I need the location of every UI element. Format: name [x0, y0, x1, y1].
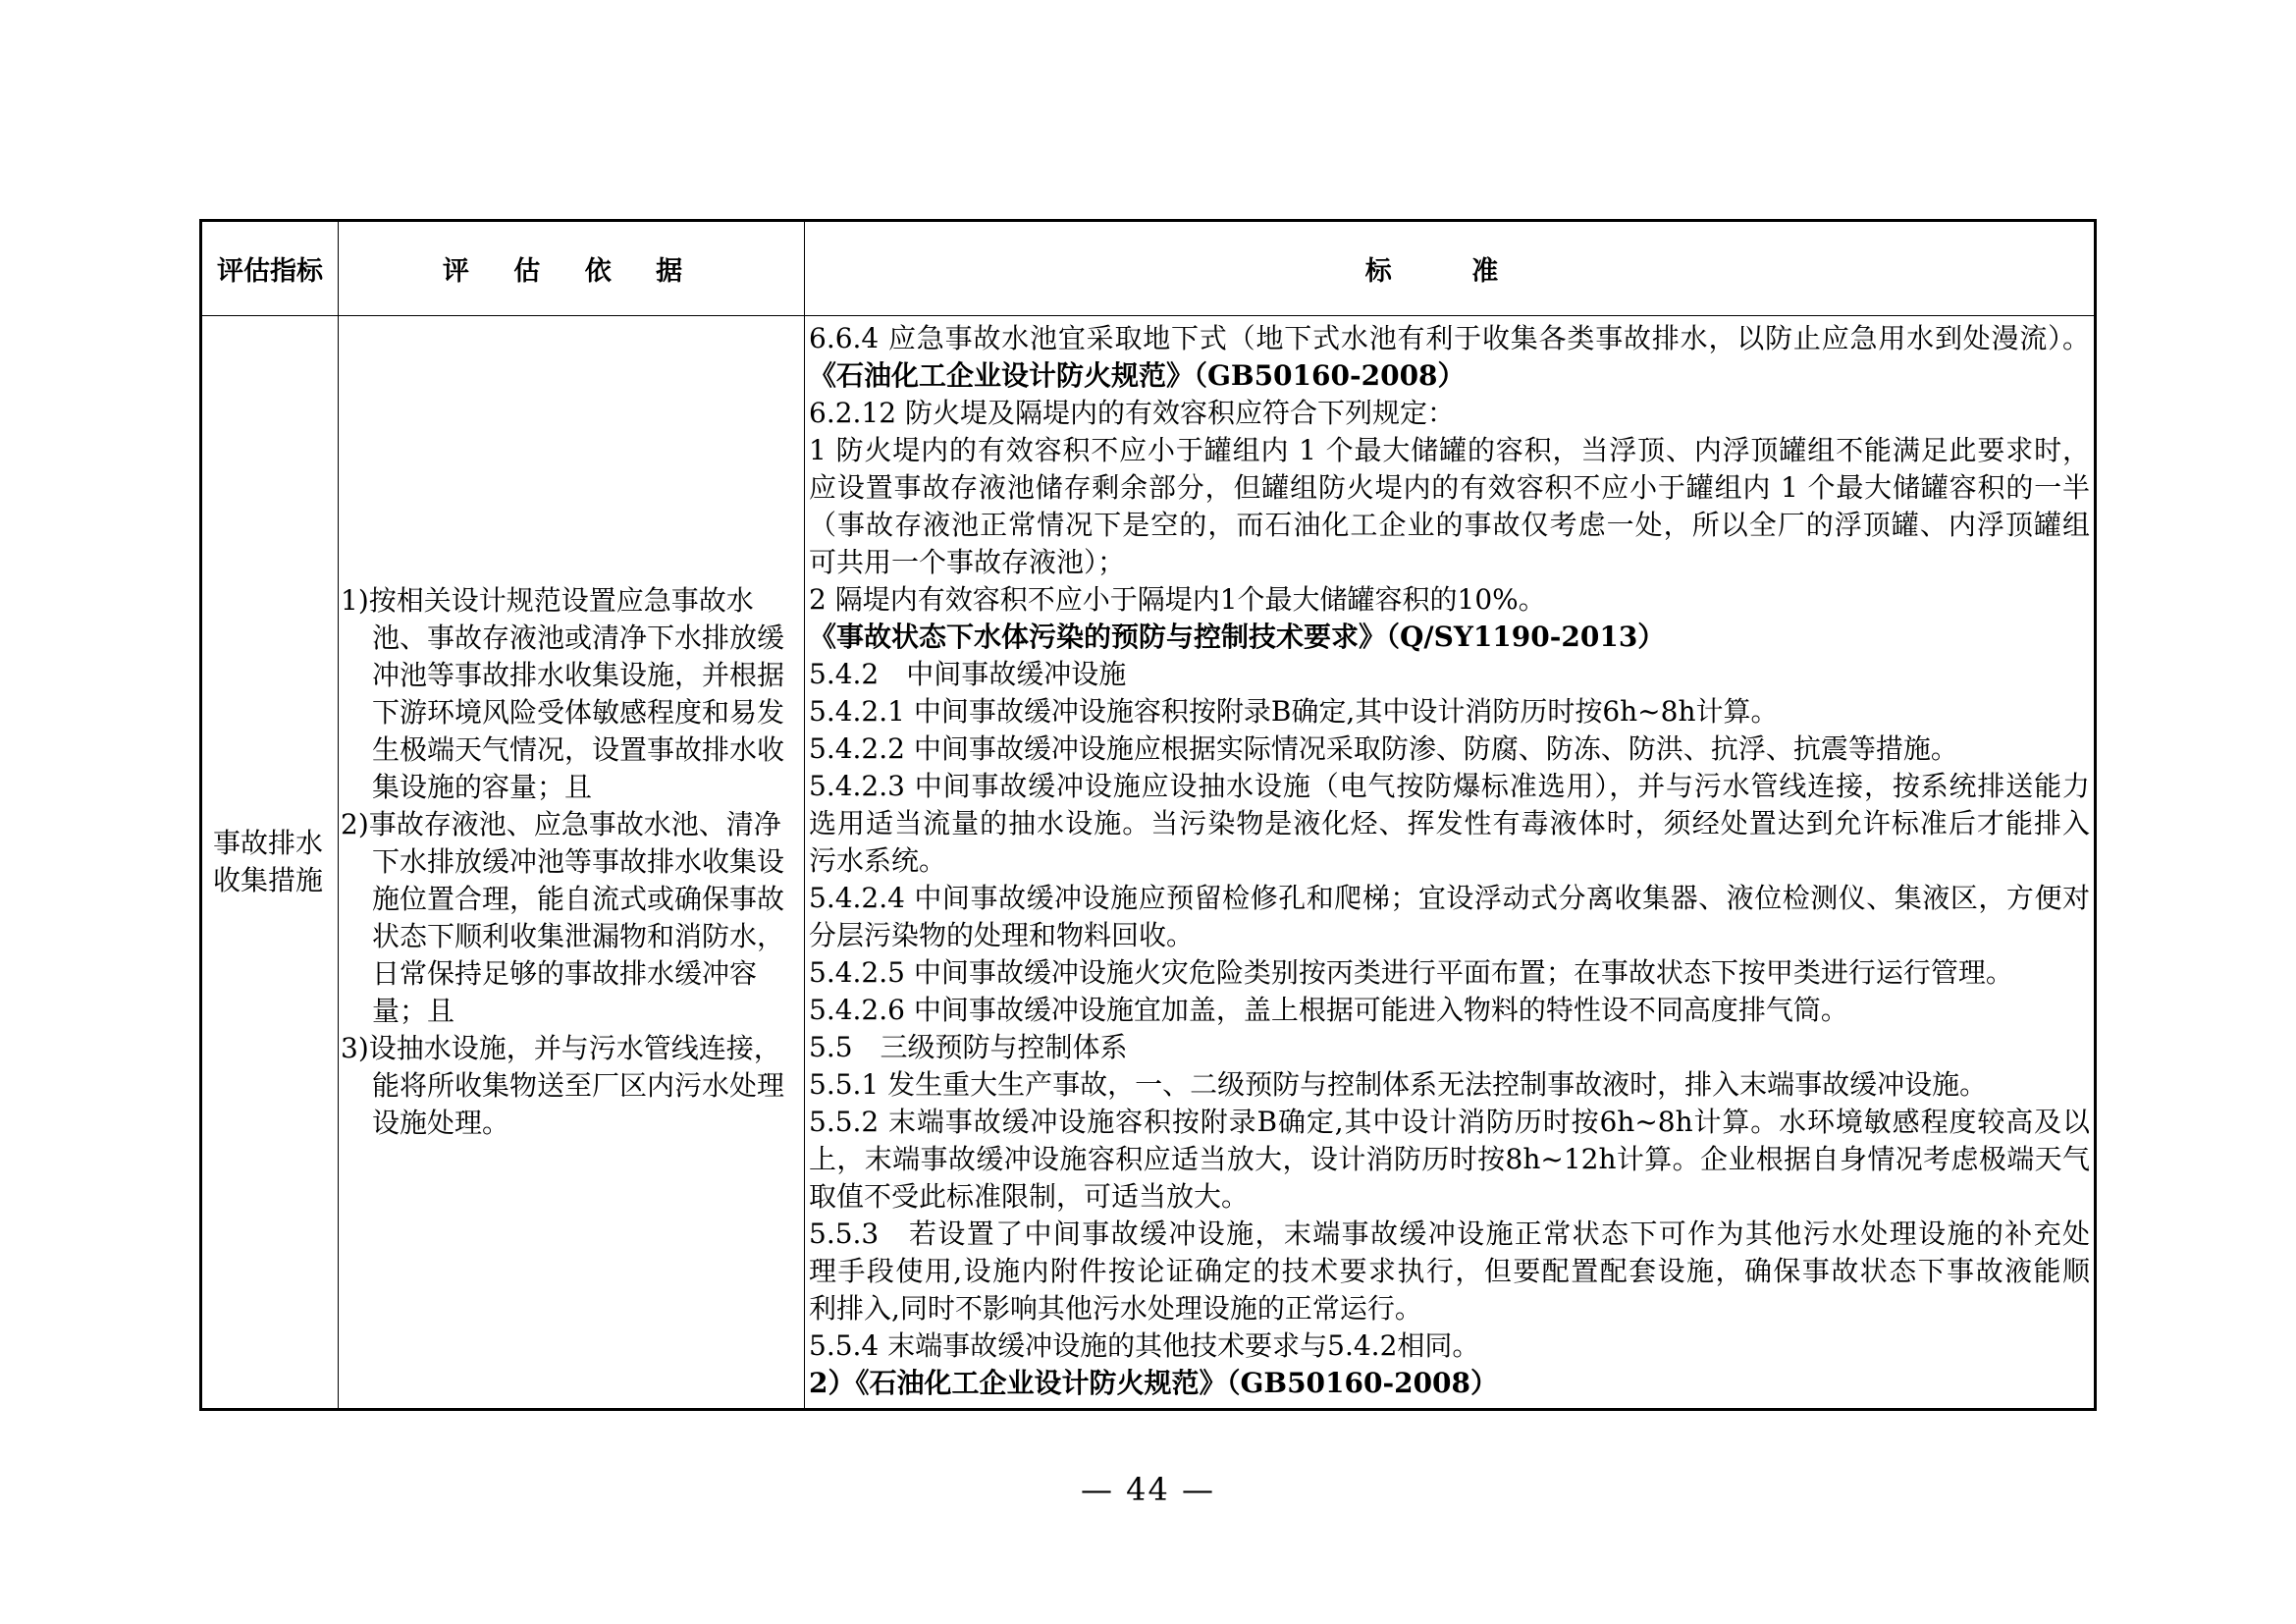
standard-line: 上，末端事故缓冲设施容积应适当放大，设计消防历时按8h~12h计算。企业根据自身情况考虑极端天气	[809, 1143, 2090, 1175]
standard-line: 5.5 三级预防与控制体系	[809, 1031, 1128, 1063]
standard-line: 5.4.2.6 中间事故缓冲设施宜加盖，盖上根据可能进入物料的特性设不同高度排气筒。	[809, 994, 1848, 1026]
standard-line: 选用适当流量的抽水设施。当污染物是液化烃、挥发性有毒液体时，须经处置达到允许标准后才能排入	[809, 807, 2090, 839]
standard-line: 5.4.2 中间事故缓冲设施	[809, 658, 1127, 690]
header-standard: 标 准	[805, 221, 2096, 316]
standard-line: 5.5.4 末端事故缓冲设施的其他技术要求与5.4.2相同。	[809, 1329, 1480, 1362]
standard-line: 5.4.2.1 中间事故缓冲设施容积按附录B确定,其中设计消防历时按6h~8h计算。	[809, 695, 1779, 728]
standard-line: 污水系统。	[809, 844, 947, 877]
standard-list	[809, 320, 2090, 1402]
standard-line: 6.6.4 应急事故水池宜采取地下式（地下式水池有利于收集各类事故排水，以防止应急用水到处漫流）。	[809, 322, 2090, 354]
standard-line: 《事故状态下水体污染的预防与控制技术要求》（Q/SY1190-2013）	[809, 621, 1666, 653]
header-indicator: 评估指标	[201, 221, 339, 316]
standard-line: 1 防火堤内的有效容积不应小于罐组内 1 个最大储罐的容积，当浮顶、内浮顶罐组不能满足此要求时，	[809, 434, 2090, 466]
indicator-cell	[201, 316, 339, 1410]
standard-line: 分层污染物的处理和物料回收。	[809, 919, 1195, 951]
basis-item: 2)事故存液池、应急事故水池、清净下水排放缓冲池等事故排水收集设施位置合理，能自流式或确保事故状态下顺利收集泄漏物和消防水，日常保持足够的事故排水缓冲容量；且	[341, 808, 785, 1027]
header-row	[201, 221, 2096, 316]
standard-line: 5.4.2.2 中间事故缓冲设施应根据实际情况采取防渗、防腐、防冻、防洪、抗浮、抗震等措施。	[809, 732, 1958, 765]
standard-line: 《石油化工企业设计防火规范》（GB50160-2008）	[809, 359, 1466, 392]
table-row	[201, 316, 2096, 1410]
standard-line: 5.5.2 末端事故缓冲设施容积按附录B确定,其中设计消防历时按6h~8h计算。水环境敏感程度较高及以	[809, 1106, 2090, 1138]
standard-line: 理手段使用,设施内附件按论证确定的技术要求执行，但要配置配套设施，确保事故状态下事故液能顺	[809, 1255, 2090, 1287]
standard-line: 2）《石油化工企业设计防火规范》（GB50160-2008）	[809, 1367, 1499, 1399]
standard-line: 应设置事故存液池储存剩余部分，但罐组防火堤内的有效容积不应小于罐组内 1 个最大储罐容积的一半	[809, 471, 2090, 504]
standard-cell	[805, 316, 2096, 1410]
assessment-table	[199, 219, 2097, 1411]
standard-line: 5.5.3 若设置了中间事故缓冲设施，末端事故缓冲设施正常状态下可作为其他污水处理设施的补充处	[809, 1218, 2090, 1250]
standard-line: （事故存液池正常情况下是空的，而石油化工企业的事故仅考虑一处，所以全厂的浮顶罐、内浮顶罐组	[809, 509, 2090, 541]
basis-list	[339, 582, 804, 1142]
standard-line: 2 隔堤内有效容积不应小于隔堤内1个最大储罐容积的10%。	[809, 583, 1546, 616]
basis-item: 3)设抽水设施，并与污水管线连接，能将所收集物送至厂区内污水处理设施处理。	[341, 1032, 785, 1139]
basis-item: 1)按相关设计规范设置应急事故水池、事故存液池或清净下水排放缓冲池等事故排水收集设施，并根据下游环境风险受体敏感程度和易发生极端天气情况，设置事故排水收集设施的容量；且	[341, 584, 785, 803]
standard-line: 取值不受此标准限制，可适当放大。	[809, 1180, 1250, 1213]
basis-cell	[339, 316, 805, 1410]
standard-line: 6.2.12 防火堤及隔堤内的有效容积应符合下列规定：	[809, 397, 1455, 429]
standard-line: 利排入,同时不影响其他污水处理设施的正常运行。	[809, 1292, 1422, 1325]
page-number: — 44 —	[1080, 1471, 1216, 1508]
standard-line: 5.4.2.3 中间事故缓冲设施应设抽水设施（电气按防爆标准选用），并与污水管线连接，按系统排送能力	[809, 770, 2090, 802]
indicator-text: 事故排水收集措施	[213, 827, 324, 896]
standard-line: 5.4.2.5 中间事故缓冲设施火灾危险类别按丙类进行平面布置；在事故状态下按甲类进行运行管理。	[809, 956, 2013, 989]
standard-line: 5.5.1 发生重大生产事故，一、二级预防与控制体系无法控制事故液时，排入末端事故缓冲设施。	[809, 1068, 1988, 1101]
header-basis: 评 估 依 据	[339, 221, 805, 316]
standard-line: 5.4.2.4 中间事故缓冲设施应预留检修孔和爬梯；宜设浮动式分离收集器、液位检测仪、集液区，方便对	[809, 882, 2090, 914]
standard-line: 可共用一个事故存液池）；	[809, 546, 1126, 578]
